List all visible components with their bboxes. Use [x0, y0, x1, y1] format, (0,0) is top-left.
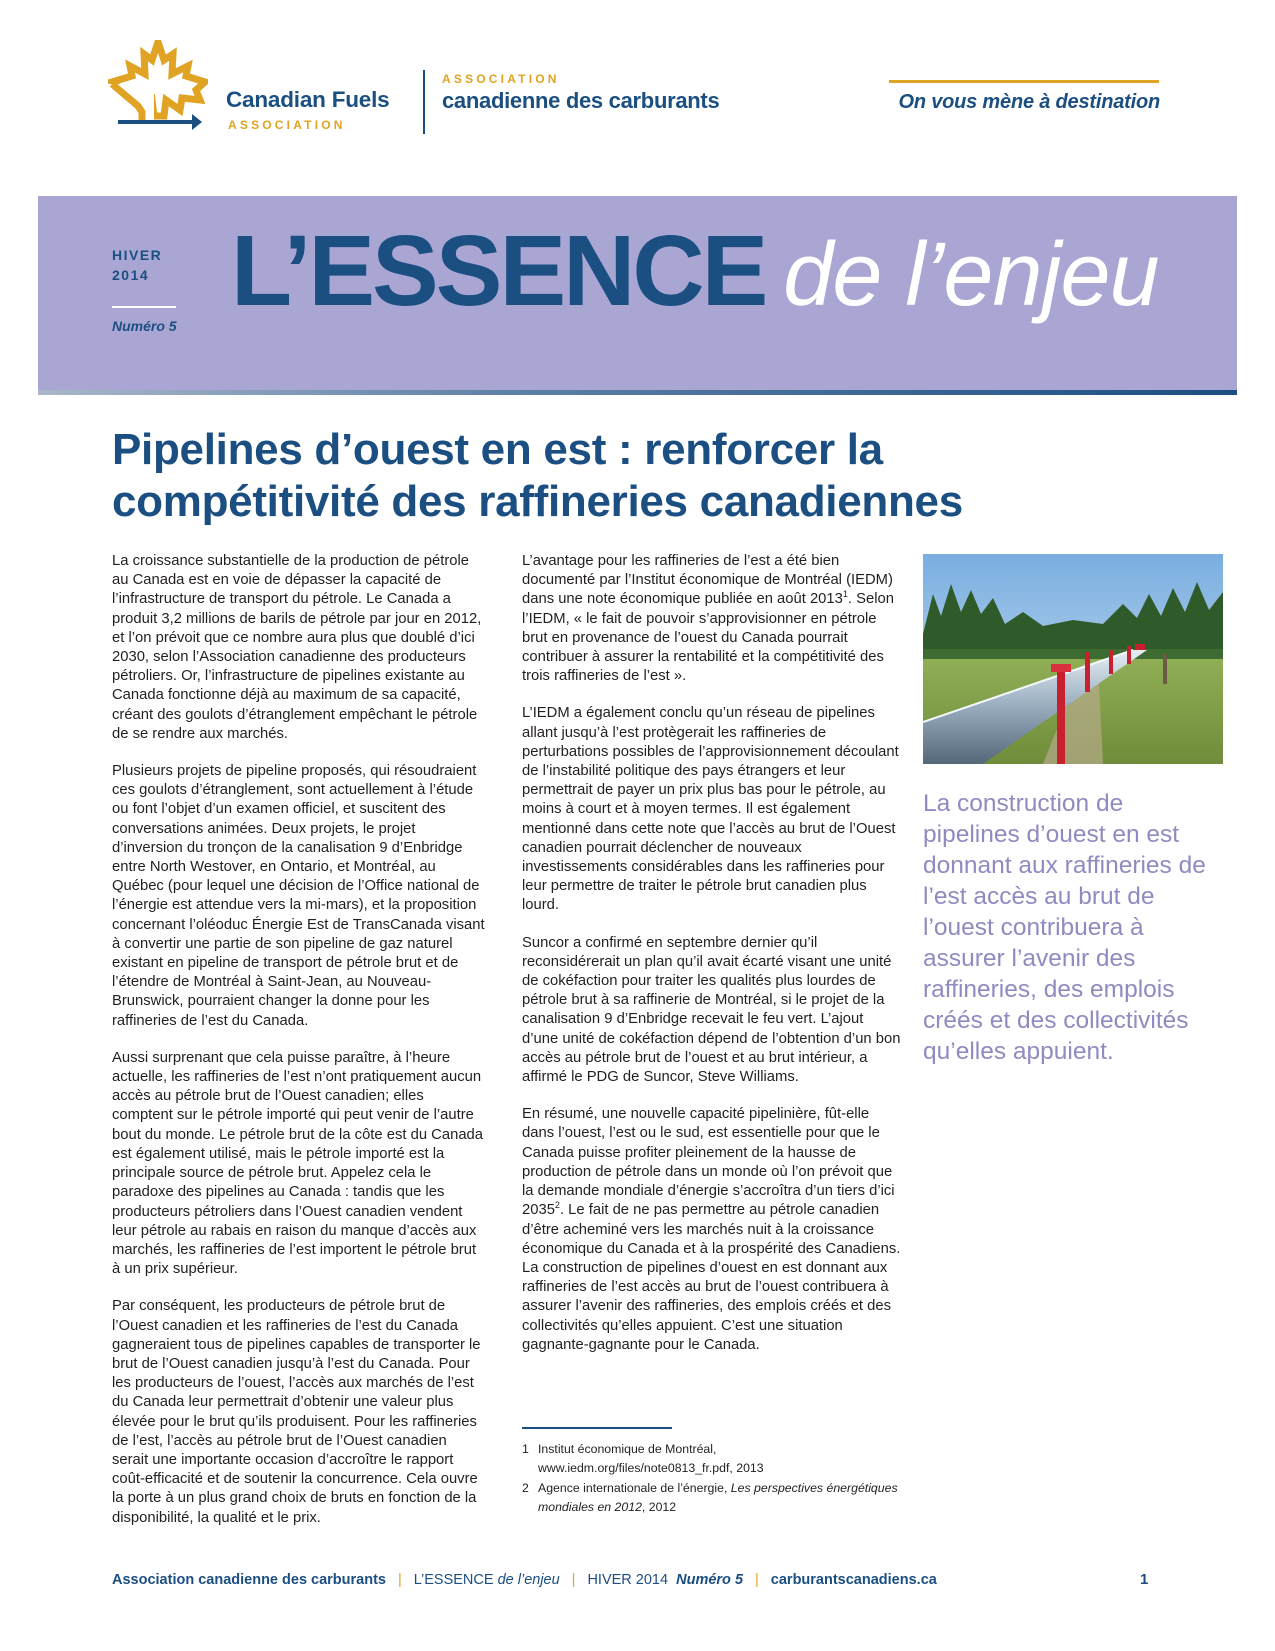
issue-season [112, 245, 162, 285]
paragraph: Suncor a confirmé en septembre dernier qu’il reconsidérerait un plan qu’il avait écarté visant une unité de cokéfaction pour traiter les qualités plus lourdes de pétrole brut à sa raffinerie de Montréal, si le projet de la canalisation 9 d’Enbridge recevait le feu vert. L’ajout d’une unité de cokéfaction dépend de l’obtention d’un bon accès au pétrole brut de l’ouest et au brut intérieur, a affirmé le PDG de Suncor, Steve Williams. [522, 934, 901, 1086]
page-footer [112, 1572, 937, 1588]
footer-publication [414, 1572, 560, 1588]
headline-bold: Pipelines d’ouest en est : [112, 425, 633, 474]
footer-org: Association canadienne des carburants [112, 1572, 386, 1588]
footnote [522, 1479, 902, 1517]
maple-leaf-arrow-icon [108, 40, 208, 132]
paragraph: Aussi surprenant que cela puisse paraître, à l’heure actuelle, les raffineries de l’est n’ont pratiquement aucun accès au pétrole brut de l’Ouest canadien; elles comptent sur le pétrole importé qui peut venir de l’autre bout du monde. Le pétrole brut de la côte est du Canada est également utilisé, mais le pétrole importé est la principale source de pétrole brut. Appelez cela le paradoxe des pipelines au Canada : tandis que les producteurs pétroliers dans l’Ouest canadien vendent leur pétrole au rabais en raison du manque d’accès aux marchés, les raffineries de l’est importent le pétrole brut à un prix supérieur. [112, 1049, 484, 1278]
pipeline-photo [923, 554, 1223, 764]
tagline-rule [889, 80, 1159, 83]
paragraph: Par conséquent, les producteurs de pétrole brut de l’Ouest canadien et les raffineries de l’est du Canada gagneraient tous de pipelines capables de transporter le brut de l’Ouest canadien jusqu’à l’est du Canada. Pour les producteurs de l’ouest, l’accès aux marchés de l’est du Canada leur permettrait d’obtenir une valeur plus élevée pour le brut qu’ils produisent. Pour les raffineries de l’est, l’accès au pétrole brut de l’Ouest canadien serait une importante occasion d’accroître le rapport coût-efficacité et de soutenir la concurrence. Cela ouvre la porte à un plus grand choix de bruts en fonction de la disponibilité, la qualité et le prix. [112, 1298, 481, 1526]
footnote-ref: 2 [554, 1200, 560, 1211]
pull-quote: La construction de pipelines d’ouest en est donnant aux raffineries de l’est accès au brut de l’ouest contribuera à assurer l’avenir des raffineries, des emplois créés et des collectivités qu’elles appuient. [923, 790, 1206, 1065]
footnote [522, 1440, 902, 1478]
footnote-text: Institut économique de Montréal, www.iedm.org/files/note0813_fr.pdf, 2013 [538, 1442, 764, 1475]
org-name-en-subtitle: ASSOCIATION [228, 118, 346, 132]
footnote-rule [522, 1427, 672, 1429]
footnote-number: 1 [522, 1442, 529, 1456]
footer-website-link[interactable]: carburantscanadiens.ca [770, 1572, 937, 1588]
logo-divider [423, 70, 425, 134]
paragraph: L’IEDM a également conclu qu’un réseau de pipelines allant jusqu’à l’est protègerait les raffineries de perturbations possibles de l’approvisionnement découlant de l’instabilité politique des pays étrangers et leur permettrait de payer un prix plus bas pour le pétrole, au moins à court et à moyen termes. Il est également mentionné dans cette note que l’accès au brut de l’Ouest canadien pourrait déclencher de nouveaux investissements considérables dans les raffineries pour leur permettre de traiter le pétrole brut canadien plus lourd. [522, 705, 899, 914]
footnote-number: 2 [522, 1481, 529, 1495]
masthead-title-bold: L’ESSENCE [231, 215, 766, 327]
footnotes [522, 1440, 902, 1518]
org-name-en: Canadian Fuels [226, 87, 390, 112]
paragraph-text: L’avantage pour les raffineries de l’est a été bien documenté par l’Institut économique de Montréal (IEDM) dans une note économique publiée en août 2013 [522, 553, 893, 608]
banner-rule [38, 390, 1237, 395]
footer-pub-bold: L’ESSENCE [413, 1572, 494, 1588]
tagline: On vous mène à destination [898, 91, 1160, 113]
org-name-fr-top: ASSOCIATION [442, 72, 560, 86]
footnote-text [538, 1479, 902, 1517]
masthead-title-italic: de l’enjeu [783, 225, 1159, 325]
paragraph: La croissance substantielle de la production de pétrole au Canada est en voie de dépasser la capacité de l’infrastructure de transport du pétrole. Le Canada a produit 3,2 millions de barils de pétrole par jour en 2012, et l’on prévoit que ce nombre aura plus que doublé d’ici 2030, selon l’Association canadienne des producteurs pétroliers. Or, l’infrastructure de pipelines existante au Canada fonctionne déjà au maximum de sa capacité, créant des goulots d’étranglement empêchant le pétrole de se rendre aux marchés. [112, 553, 482, 742]
footer-edition: HIVER 2014 [587, 1572, 669, 1588]
footnote-text-italic: Les perspectives énergétiques mondiales en 2012 [538, 1481, 898, 1514]
paragraph-text: En résumé, une nouvelle capacité pipelinière, fût-elle dans l’ouest, l’est ou le sud, est essentielle pour que le Canada puisse profiter pleinement de la hausse de production de pétrole dans un monde où l’on prévoit que la demande mondiale d’énergie s’accroîtra d’un tiers d’ici 2035 [522, 1106, 895, 1219]
paragraph [522, 552, 902, 686]
footer-separator: | [397, 1572, 402, 1588]
footnote-text-part: , 2012 [641, 1500, 677, 1514]
paragraph [522, 1105, 902, 1355]
body-column-2 [522, 552, 902, 1373]
footer-separator: | [571, 1572, 576, 1588]
paragraph: Plusieurs projets de pipeline proposés, qui résoudraient ces goulots d’étranglement, sont actuellement à l’étude ou font l’objet d’un examen officiel, et suscitent des conversations animées. Deux projets, le projet d’inversion du tronçon de la canalisation 9 d’Enbridge entre North Westover, en Ontario, et Montréal, au Québec (pour lequel une décision de l’Office national de l’énergie est attendue vers la mi-mars), et la proposition concernant l’oléoduc Énergie Est de TransCanada visant à convertir une partie de son pipeline de gaz naturel existant en pipeline de transport de pétrole brut et de l’étendre de Montréal à Saint-Jean, au Nouveau-Brunswick, pourraient changer la donne pour les raffineries de l’est du Canada. [112, 763, 485, 1029]
issue-number: Numéro 5 [112, 318, 177, 334]
season-rule [112, 306, 176, 308]
masthead-title [231, 215, 1159, 327]
headline-regular: renforcer la compétitivité des raffineries canadiennes [112, 425, 963, 526]
paragraph-text: . Le fait de ne pas permettre au pétrole canadien d’être acheminé vers les marchés nuit à la croissance économique du Canada et à la prospérité des Canadiens. La construction de pipelines d’ouest en est donnant aux raffineries de l’est accès au brut de l’ouest contribuera à assurer l’avenir des raffineries, des emplois créés et des collectivités qu’elles appuient. C’est une situation gagnante-gagnante pour le Canada. [522, 1202, 901, 1353]
footnote-text-part: Agence internationale de l’énergie, [538, 1481, 731, 1495]
season-label: HIVER [112, 247, 163, 263]
year-label: 2014 [112, 267, 150, 283]
footer-pub-italic: de l’enjeu [497, 1572, 560, 1588]
paragraph-text: . Selon l’IEDM, « le fait de pouvoir s’approvisionner en pétrole brut en provenance de l’ouest du Canada pourrait contribuer à assurer la rentabilité et la compétitivité des trois raffineries de l’est ». [522, 591, 894, 685]
article-headline [112, 424, 1152, 528]
footer-issue: Numéro 5 [676, 1572, 744, 1588]
org-name-fr: canadienne des carburants [442, 88, 720, 113]
footer-separator: | [755, 1572, 759, 1588]
footnote-ref: 1 [842, 589, 848, 600]
body-column-1 [112, 552, 487, 1546]
page-number: 1 [1140, 1571, 1149, 1588]
